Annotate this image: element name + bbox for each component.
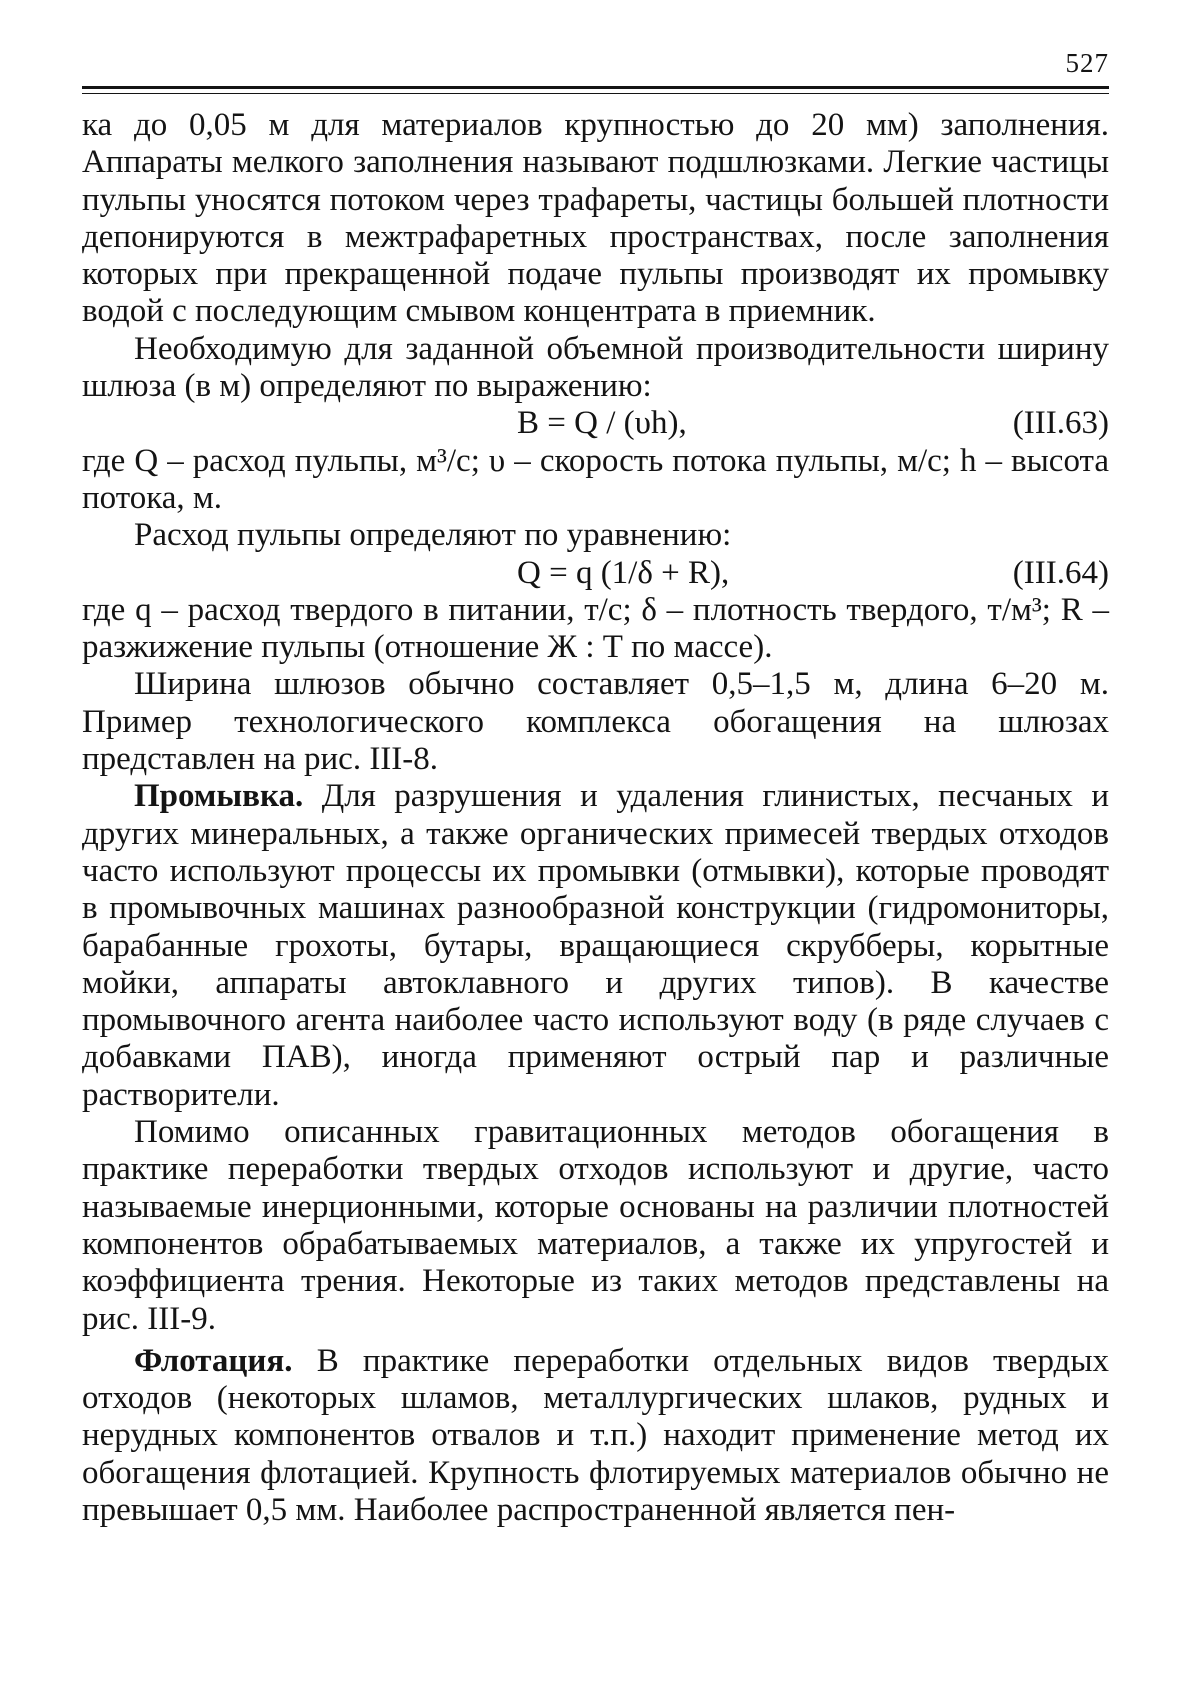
formula-iii-63: [82, 405, 1109, 442]
header-rule-thin: [82, 93, 1109, 94]
section-heading-flotation: Флотация.: [134, 1342, 293, 1379]
paragraph-washing-body: Для разрушения и удаления глинистых, песчаных и других минеральных, а также органических примесей твердых отходов часто используют процессы их промывки (отмывки), которые проводят в промывочных машинах разнообразной конструкции (гидромониторы, барабанные грохоты, бутары, вращающиеся скрубберы, корытные мойки, аппараты автоклавного и других типов). В качестве промывочного агента наиболее часто используют воду (в ряде случаев с добавками ПАВ), иногда применяют острый пар и различные растворители.: [82, 778, 1109, 1113]
paragraph-flotation: [82, 1343, 1109, 1529]
section-heading-washing: Промывка.: [134, 778, 304, 815]
page-body: [82, 107, 1109, 1529]
paragraph-sluice-width: Необходимую для заданной объемной производительности ширину шлюза (в м) определяют по выражению:: [82, 330, 1109, 405]
page-number: 527: [1065, 48, 1109, 78]
paragraph-washing: [82, 778, 1109, 1114]
formula-number: (III.63): [1012, 405, 1109, 442]
formula-number: (III.64): [1012, 554, 1109, 591]
paragraph-formula-64-legend: где q – расход твердого в питании, т/с; δ – плотность твердого, т/м³; R – разжижение пульпы (отношение Ж : Т по массе).: [82, 591, 1109, 666]
paragraph-formula-63-legend: где Q – расход пульпы, м³/с; υ – скорость потока пульпы, м/с; h – высота потока, м.: [82, 442, 1109, 516]
paragraph-pulp-flow: Расход пульпы определяют по уравнению:: [134, 517, 732, 554]
paragraph-continuation: ка до 0,05 м для материалов крупностью до 20 мм) заполнения. Аппараты мелкого заполнения называют подшлюзками. Легкие частицы пульпы уносятся потоком через трафареты, частицы большей плотности депонируются в межтрафаретных пространствах, после заполнения которых при прекращенной подаче пульпы производят их промывку водой с последующим смывом концентрата в приемник.: [82, 107, 1109, 330]
paragraph-sluice-dimensions: Ширина шлюзов обычно составляет 0,5–1,5 м, длина 6–20 м. Пример технологического комплекса обогащения на шлюзах представлен на рис. III-8.: [82, 666, 1109, 778]
header-rule: [82, 86, 1109, 89]
paragraph-flotation-body: В практике переработки отдельных видов твердых отходов (некоторых шламов, металлургических шлаков, рудных и нерудных компонентов отвалов и т.п.) находит применение метод их обогащения флотацией. Крупность флотируемых материалов обычно не превышает 0,5 мм. Наиболее распространенной является пен-: [82, 1342, 1109, 1528]
formula-iii-64: [82, 555, 1109, 592]
paragraph-inertial-methods: Помимо описанных гравитационных методов обогащения в практике переработки твердых отходов используют и другие, часто называемые инерционными, которые основаны на различии плотностей компонентов обрабатываемых материалов, а также их упругостей и коэффициента трения. Некоторые из таких методов представлены на рис. III-9.: [82, 1114, 1109, 1337]
formula-expression: Q = q (1/δ + R),: [517, 554, 730, 591]
formula-expression: B = Q / (υh),: [517, 405, 687, 442]
